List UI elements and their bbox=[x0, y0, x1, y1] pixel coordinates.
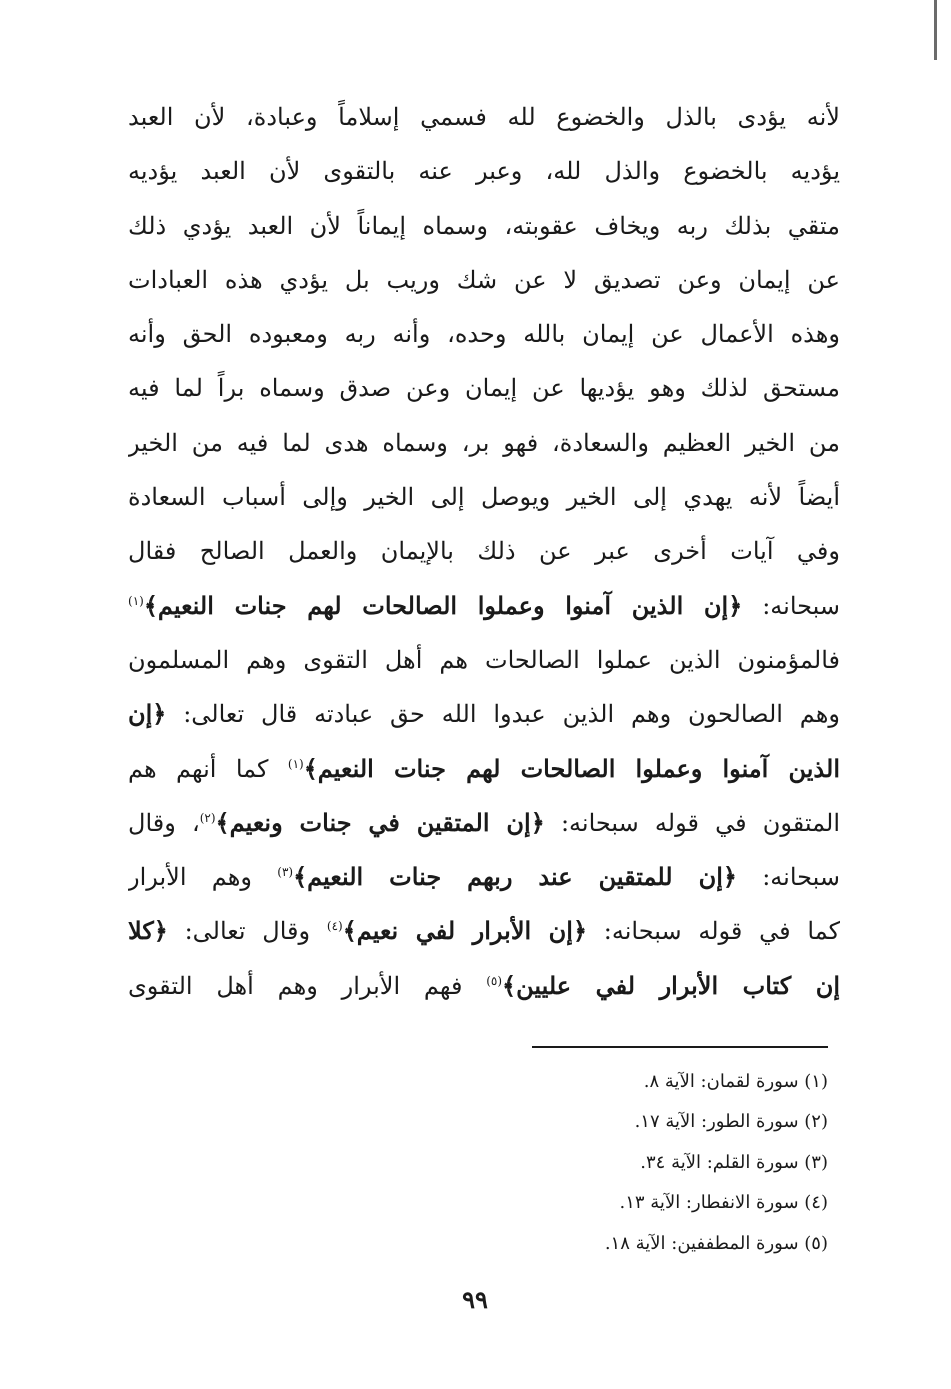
line-text: سبحانه: bbox=[736, 863, 840, 892]
text-line: أيضاً لأنه يهدي إلى الخير ويوصل إلى الخير وإلى أسباب السعادة bbox=[128, 483, 840, 512]
footnote-ref: (٥) bbox=[486, 973, 503, 988]
line-text: وقال تعالى: bbox=[167, 917, 327, 946]
footnote-ref: (٤) bbox=[326, 919, 343, 934]
text-line bbox=[128, 904, 840, 958]
text-line bbox=[128, 742, 840, 796]
footnote-item: (٣) سورة القلم: الآية ٣٤. bbox=[640, 1151, 828, 1173]
line-text: وهم الأبرار bbox=[128, 863, 278, 892]
line-text: كما أنهم هم bbox=[128, 754, 288, 783]
quran-verse: الذين آمنوا وعملوا الصالحات لهم جنات النعيم﴾ bbox=[303, 753, 840, 783]
footnote-item: (٢) سورة الطور: الآية ١٧. bbox=[634, 1111, 828, 1133]
line-text: وهم الصالحون وهم الذين عبدوا الله حق عبادته قال تعالى: bbox=[166, 700, 840, 729]
text-line bbox=[128, 796, 840, 850]
line-text: المتقون في قوله سبحانه: bbox=[544, 808, 840, 837]
footnote-ref: (٢) bbox=[199, 810, 216, 825]
line-text: فهم الأبرار وهم أهل التقوى bbox=[128, 971, 487, 1000]
text-line bbox=[128, 850, 840, 904]
scan-edge-mark bbox=[934, 0, 937, 60]
text-line: وهذه الأعمال عن إيمان بالله وحده، وأنه ربه ومعبوده الحق وأنه bbox=[128, 320, 840, 349]
footnotes bbox=[400, 1062, 828, 1264]
quran-verse: ﴿إن المتقين في جنات ونعيم﴾ bbox=[215, 807, 545, 837]
text-line bbox=[128, 959, 840, 1013]
text-line: يؤديه بالخضوع والذل لله، وعبر عنه بالتقوى لأن العبد يؤديه bbox=[128, 157, 840, 186]
quran-verse: إن كتاب الأبرار لفي عليين﴾ bbox=[502, 970, 840, 1000]
text-line: وفي آيات أخرى عبر عن ذلك بالإيمان والعمل الصالح فقال bbox=[128, 537, 840, 566]
text-line: عن إيمان وعن تصديق لا عن شك وريب بل يؤدي هذه العبادات bbox=[128, 265, 840, 294]
text-line: مستحق لذلك وهو يؤديها عن إيمان وعن صدق وسماه براً لما فيه bbox=[128, 374, 840, 403]
footnote-item: (٤) سورة الانفطار: الآية ١٣. bbox=[619, 1192, 828, 1214]
main-text bbox=[128, 90, 840, 1013]
footnote-ref: (٣) bbox=[277, 865, 294, 880]
text-line bbox=[128, 579, 840, 633]
line-text: سبحانه: bbox=[742, 591, 840, 620]
footnote-ref: (١) bbox=[128, 593, 144, 608]
quran-verse: ﴿إن bbox=[128, 699, 167, 729]
quran-verse: ﴿كلا bbox=[128, 916, 168, 946]
quran-verse: ﴿إن للمتقين عند ربهم جنات النعيم﴾ bbox=[293, 862, 737, 892]
page-number: ٩٩ bbox=[462, 1285, 488, 1314]
quran-verse: ﴿إن الذين آمنوا وعملوا الصالحات لهم جنات النعيم﴾ bbox=[143, 590, 743, 620]
footnote-item: (١) سورة لقمان: الآية ٨. bbox=[643, 1071, 828, 1092]
text-line bbox=[128, 687, 840, 741]
quran-verse: ﴿إن الأبرار لفي نعيم﴾ bbox=[342, 916, 588, 946]
line-text: كما في قوله سبحانه: bbox=[587, 917, 840, 946]
footnote-item: (٥) سورة المطففين: الآية ١٨. bbox=[604, 1232, 828, 1254]
footnote-divider bbox=[532, 1046, 828, 1048]
text-line: فالمؤمنون الذين عملوا الصالحات هم أهل التقوى وهم المسلمون bbox=[128, 645, 840, 674]
line-text: ، وقال bbox=[128, 808, 200, 837]
text-line: من الخير العظيم والسعادة، فهو بر، وسماه هدى لما فيه من الخير bbox=[128, 428, 840, 457]
footnote-ref: (١) bbox=[287, 756, 304, 771]
text-line: لأنه يؤدى بالذل والخضوع لله فسمي إسلاماً وعبادة، لأن العبد bbox=[128, 103, 840, 131]
text-line: متقي بذلك ربه ويخاف عقوبته، وسماه إيماناً لأن العبد يؤدي ذلك bbox=[128, 211, 840, 240]
